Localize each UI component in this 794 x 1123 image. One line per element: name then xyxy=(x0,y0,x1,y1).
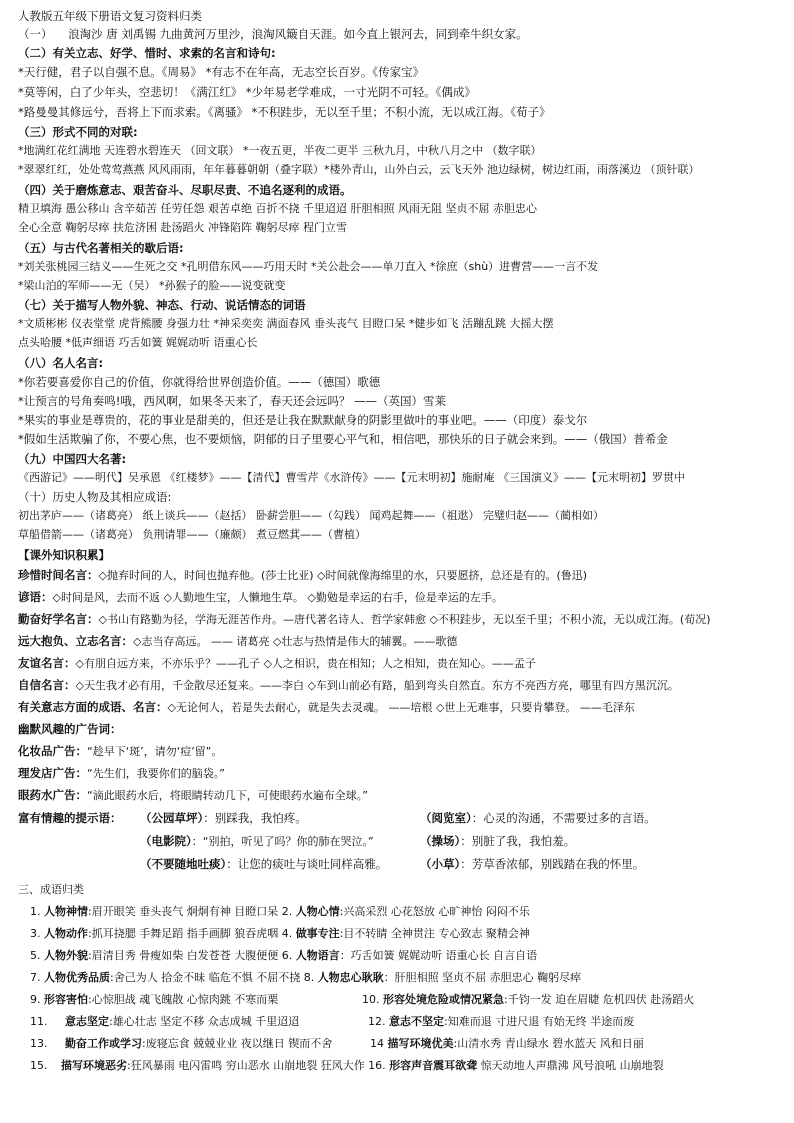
idiom-row xyxy=(30,948,537,964)
idiom-label: 人物动作 xyxy=(44,927,88,940)
section-8-line: *假如生活欺骗了你，不要心焦，也不要烦恼，阴郁的日子里要心平气和，相信吧，那快乐的日子就会来到。——（俄国）普希金 xyxy=(18,432,668,446)
quote-row xyxy=(18,699,635,716)
tip-item xyxy=(140,856,387,872)
section-2-line: *莫等闲，白了少年头，空悲切！《满江红》 *少年易老学难成，一寸光阴不可轻。《偶成》 xyxy=(18,85,476,99)
idiom-row xyxy=(30,926,530,942)
quote-label: 有关意志方面的成语、名言： xyxy=(18,700,168,714)
section-3-line: *地满红花红满地 天连碧水碧连天 （回文联） *一夜五更，半夜二更半 三秋九月，中秋八月之中 （数字联） xyxy=(18,144,542,157)
idiom-text: :目不转睛 全神贯注 专心致志 聚精会神 xyxy=(339,927,530,940)
quote-row xyxy=(18,655,536,672)
ad-text: “先生们，我要你们的脑袋。” xyxy=(87,767,225,780)
idiom-row xyxy=(370,1036,644,1052)
ad-label: 眼药水广告： xyxy=(18,788,87,802)
section-8-heading: （八）名人名言: xyxy=(18,356,104,370)
tip-text: ：别踩我，我怕疼。 xyxy=(203,811,307,825)
quote-label: 远大抱负、立志名言： xyxy=(18,634,133,648)
section-10-line: 草船借箭——（诸葛亮） 负荆请罪——（廉颇） 煮豆燃萁——（曹植） xyxy=(18,528,366,541)
idiom-label: 形容声音震耳欲聋 xyxy=(389,1059,478,1072)
idiom-number: 5. xyxy=(30,949,41,962)
quote-text: ◇抛弃时间的人，时间也抛弃他。(莎士比亚) ◇时间就像海绵里的水，只要愿挤，总还是有的。(鲁迅) xyxy=(98,569,588,582)
tip-text: ：芳草香浓郁，别践踏在我的怀里。 xyxy=(460,857,645,871)
idiom-text: :狂风暴雨 电闪雷鸣 穷山恶水 山崩地裂 狂风大作 16. xyxy=(127,1059,386,1072)
quote-label: 友谊名言： xyxy=(18,656,76,670)
idiom-text: :舍己为人 拾金不昧 临危不惧 不屈不挠 8. xyxy=(110,971,315,984)
quote-label: 勤奋好学名言： xyxy=(18,612,99,626)
idiom-label: 勤奋工作或学习 xyxy=(65,1037,142,1050)
quote-text: ◇有朋自远方来，不亦乐乎？——孔子 ◇人之相识，贵在相知；人之相知，贵在知心。——孟子 xyxy=(75,657,536,670)
quote-label: 谚语： xyxy=(18,590,53,604)
section-1-label: （一） xyxy=(18,27,53,41)
idiom-label: 人物心情 xyxy=(295,905,340,918)
section-8-line: *你若要喜爱你自己的价值，你就得给世界创造价值。——（德国）歌德 xyxy=(18,375,381,389)
idiom-label: 意志坚定 xyxy=(65,1015,109,1028)
quote-text: ◇书山有路勤为径，学海无涯苦作舟。—唐代著名诗人、哲学家韩愈 ◇不积跬步，无以至千里；不积小流，无以成江海。(荀况) xyxy=(98,613,711,626)
tip-text: ：“别拍，听见了吗？你的肺在哭泣。” xyxy=(191,835,374,848)
idiom-text: :雄心壮志 坚定不移 众志成城 千里迢迢 xyxy=(109,1015,300,1028)
tip-label: （公园草坪） xyxy=(140,811,204,825)
idiom-text: :知难而退 寸进尺退 有始无终 半途而废 xyxy=(444,1015,635,1028)
section-4-line: 全心全意 鞠躬尽瘁 扶危济困 赴汤蹈火 冲锋陷阵 鞠躬尽瘁 程门立雪 xyxy=(18,221,347,234)
quote-label: 珍惜时间名言： xyxy=(18,568,99,582)
idiom-number: 15. xyxy=(30,1059,48,1072)
idiom-text: :废寝忘食 兢兢业业 夜以继日 锲而不舍 xyxy=(142,1037,333,1050)
idiom-label: 形容处境危险或情况紧急 xyxy=(383,993,504,1006)
section-9-heading: （九）中国四大名著: xyxy=(18,452,127,466)
ad-row xyxy=(18,743,222,760)
ads-heading: 幽默风趣的广告词： xyxy=(18,722,122,736)
section-2-line: *路曼曼其修远兮，吾将上下而求索。《离骚》 *不积跬步，无以至千里；不积小流，无以成江海。《荀子》 xyxy=(18,105,551,119)
tip-label: （操场） xyxy=(420,834,461,848)
idiom-text: :心惊胆战 魂飞魄散 心惊肉跳 不寒而栗 xyxy=(88,993,279,1006)
tip-item xyxy=(140,810,307,826)
tip-text: ：让您的痰吐与谈吐同样高雅。 xyxy=(226,857,388,871)
tip-text: ：心灵的沟通，不需要过多的言语。 xyxy=(471,811,656,825)
section-9-line: 《西游记》——明代】吴承恩 《红楼梦》——【清代】曹雪芹《水浒传》——【元末明初】施耐庵 《三国演义》——【元末明初】罗贯中 xyxy=(18,471,685,484)
idiom-row xyxy=(30,992,278,1008)
idiom-label: 形容害怕 xyxy=(44,993,88,1006)
idiom-number: 1. xyxy=(30,905,41,918)
idiom-text: :抓耳挠腮 手舞足蹈 指手画脚 狼吞虎咽 4. xyxy=(88,927,293,940)
section-10-heading: （十）历史人物及其相应成语: xyxy=(18,490,172,504)
section-4-heading: （四）关于磨炼意志、艰苦奋斗、尽职尽责、不追名逐利的成语。 xyxy=(18,183,352,197)
tip-label: （不要随地吐痰） xyxy=(140,857,227,871)
quote-label: 自信名言： xyxy=(18,678,76,692)
idiom-text: :千钧一发 迫在眉睫 危机四伏 赴汤蹈火 xyxy=(504,993,695,1006)
quote-row xyxy=(18,677,679,694)
idiom-number: 3. xyxy=(30,927,41,940)
ad-row xyxy=(18,765,225,782)
quote-row xyxy=(18,611,711,628)
idiom-row xyxy=(362,992,694,1008)
tip-item xyxy=(420,810,656,826)
tips-heading: 富有情趣的提示语： xyxy=(18,811,122,825)
tip-item xyxy=(140,833,374,850)
idiom-label: 人物神情 xyxy=(44,905,88,918)
extra-heading: 【课外知识积累】 xyxy=(18,548,110,562)
idiom-number: 14 xyxy=(370,1037,384,1050)
idiom-number: 10. xyxy=(362,993,380,1006)
idiom-number: 11. xyxy=(30,1015,48,1028)
idiom-text: :眉开眼笑 垂头丧气 炯炯有神 目瞪口呆 2. xyxy=(88,905,293,918)
section-1 xyxy=(18,26,528,42)
ad-row xyxy=(18,787,368,804)
section-5-line: *梁山泊的军师——无（吴） *孙猴子的脸——说变就变 xyxy=(18,279,286,292)
idiom-label: 人物优秀品质 xyxy=(44,971,110,984)
idiom-label: 做事专注 xyxy=(295,927,340,940)
idiom-row xyxy=(30,1058,664,1074)
section-4-line: 精卫填海 愚公移山 含辛茹苦 任劳任怨 艰苦卓绝 百折不挠 千里迢迢 肝胆相照 风雨无阻 坚贞不屈 赤胆忠心 xyxy=(18,202,537,215)
idiom-number: 9. xyxy=(30,993,41,1006)
section-8-line: *果实的事业是尊贵的，花的事业是甜美的，但还是让我在默默献身的阴影里做叶的事业吧。——（印度）泰戈尔 xyxy=(18,413,588,427)
idiom-number: 12. xyxy=(368,1015,386,1028)
idiom-row xyxy=(368,1014,634,1030)
idiom-number: 7. xyxy=(30,971,41,984)
idiom-row xyxy=(30,904,530,920)
quote-text: ◇无论何人，若是失去耐心，就是失去灵魂。 ——培根 ◇世上无难事，只要肯攀登。 ——毛泽东 xyxy=(167,701,635,714)
quote-row xyxy=(18,633,457,650)
tip-item xyxy=(420,833,575,849)
idiom-text: 惊天动地人声鼎沸 风号浪吼 山崩地裂 xyxy=(477,1059,664,1072)
section-5-heading: （五）与古代名著相关的歇后语: xyxy=(18,241,184,255)
section-3-heading: （三）形式不同的对联: xyxy=(18,125,138,139)
section-8-line: *让预言的号角奏鸣!哦，西风啊，如果冬天来了，春天还会远吗？ ——（英国）雪莱 xyxy=(18,394,447,408)
page-title: 人教版五年级下册语文复习资料归类 xyxy=(18,9,202,23)
tip-item xyxy=(420,856,644,872)
quote-text: ◇天生我才必有用，千金散尽还复来。——李白 ◇车到山前必有路，船到弯头自然直。东方不亮西方亮，哪里有四方黑沉沉。 xyxy=(75,679,679,692)
idiom-label: 人物语言 xyxy=(295,949,340,962)
idiom-label: 描写环境优美 xyxy=(387,1037,454,1050)
idiom-label: 意志不坚定 xyxy=(389,1015,444,1028)
quote-row xyxy=(18,567,587,584)
tip-label: （小草） xyxy=(420,857,461,871)
idiom-text: :山清水秀 青山绿水 碧水蓝天 风和日丽 xyxy=(453,1037,644,1050)
idiom-label: 描写环境恶劣 xyxy=(61,1059,127,1072)
ad-label: 化妆品广告： xyxy=(18,744,87,758)
section-7-heading: （七）关于描写人物外貌、神态、行动、说话情态的词语 xyxy=(18,298,306,312)
section-7-line: 点头哈腰 *低声细语 巧舌如簧 娓娓动听 语重心长 xyxy=(18,336,258,349)
idiom-text: ：肝胆相照 坚贞不屈 赤胆忠心 鞠躬尽瘁 xyxy=(383,971,582,984)
ad-label: 理发店广告： xyxy=(18,766,87,780)
idioms-heading: 三、成语归类 xyxy=(18,883,84,896)
section-5-line: *刘关张桃园三结义——生死之交 *孔明借东风——巧用天时 *关公赴会——单刀直入 *徐庶（shù）进曹营——一言不发 xyxy=(18,260,599,273)
section-1-poem: 浪淘沙 唐 刘禹锡 九曲黄河万里沙，浪淘风簸自天涯。如今直上银河去，同到牵牛织女家。 xyxy=(68,27,528,41)
section-2-line: *天行健，君子以自强不息。《周易》 *有志不在年高，无志空长百岁。《传家宝》 xyxy=(18,65,425,79)
quote-text: ◇志当存高远。 —— 诸葛亮 ◇壮志与热情是伟大的辅翼。——歌德 xyxy=(133,635,458,648)
idiom-label: 人物外貌 xyxy=(44,949,88,962)
section-7-line: *文质彬彬 仪表堂堂 虎背熊腰 身强力壮 *神采奕奕 满面春风 垂头丧气 目瞪口呆 *健步如飞 活蹦乱跳 大摇大摆 xyxy=(18,317,554,330)
tip-label: （电影院） xyxy=(140,834,192,848)
idiom-text: :兴高采烈 心花怒放 心旷神怡 闷闷不乐 xyxy=(339,905,530,918)
ad-text: “滴此眼药水后，将眼睛转动几下，可使眼药水遍布全球。” xyxy=(87,789,368,802)
idiom-text: :眉清目秀 骨瘦如柴 白发苍苍 大腹便便 6. xyxy=(88,949,293,962)
section-10-line: 初出茅庐——（诸葛亮） 纸上谈兵——（赵括） 卧薪尝胆——（勾践） 闻鸡起舞——（祖逖） 完璧归赵——（蔺相如） xyxy=(18,509,604,522)
tip-label: （阅览室） xyxy=(420,811,472,825)
idiom-number: 13. xyxy=(30,1037,48,1050)
idiom-row xyxy=(30,970,581,986)
tip-text: ：别脏了我，我怕羞。 xyxy=(460,834,576,848)
idiom-row xyxy=(30,1014,299,1030)
section-2-heading: （二）有关立志、好学、惜时、求索的名言和诗句: xyxy=(18,46,276,60)
section-3-line: *翠翠红红，处处莺莺燕燕 风风雨雨，年年暮暮朝朝（叠字联）*楼外青山，山外白云，云飞天外 池边绿树，树边红雨，雨落溪边 （顶针联） xyxy=(18,163,700,176)
quote-text: ◇时间是风，去而不返 ◇人勤地生宝，人懒地生草。 ◇勤勉是幸运的右手，俭是幸运的左手。 xyxy=(52,591,503,604)
idiom-row xyxy=(30,1036,332,1052)
idiom-label: 人物忠心耿耿 xyxy=(317,971,384,984)
idiom-text: ：巧舌如簧 娓娓动听 语重心长 自言自语 xyxy=(339,949,538,962)
quote-row xyxy=(18,589,503,606)
ad-text: “趁早下‘斑’，请勿‘痘’留”。 xyxy=(87,745,223,758)
